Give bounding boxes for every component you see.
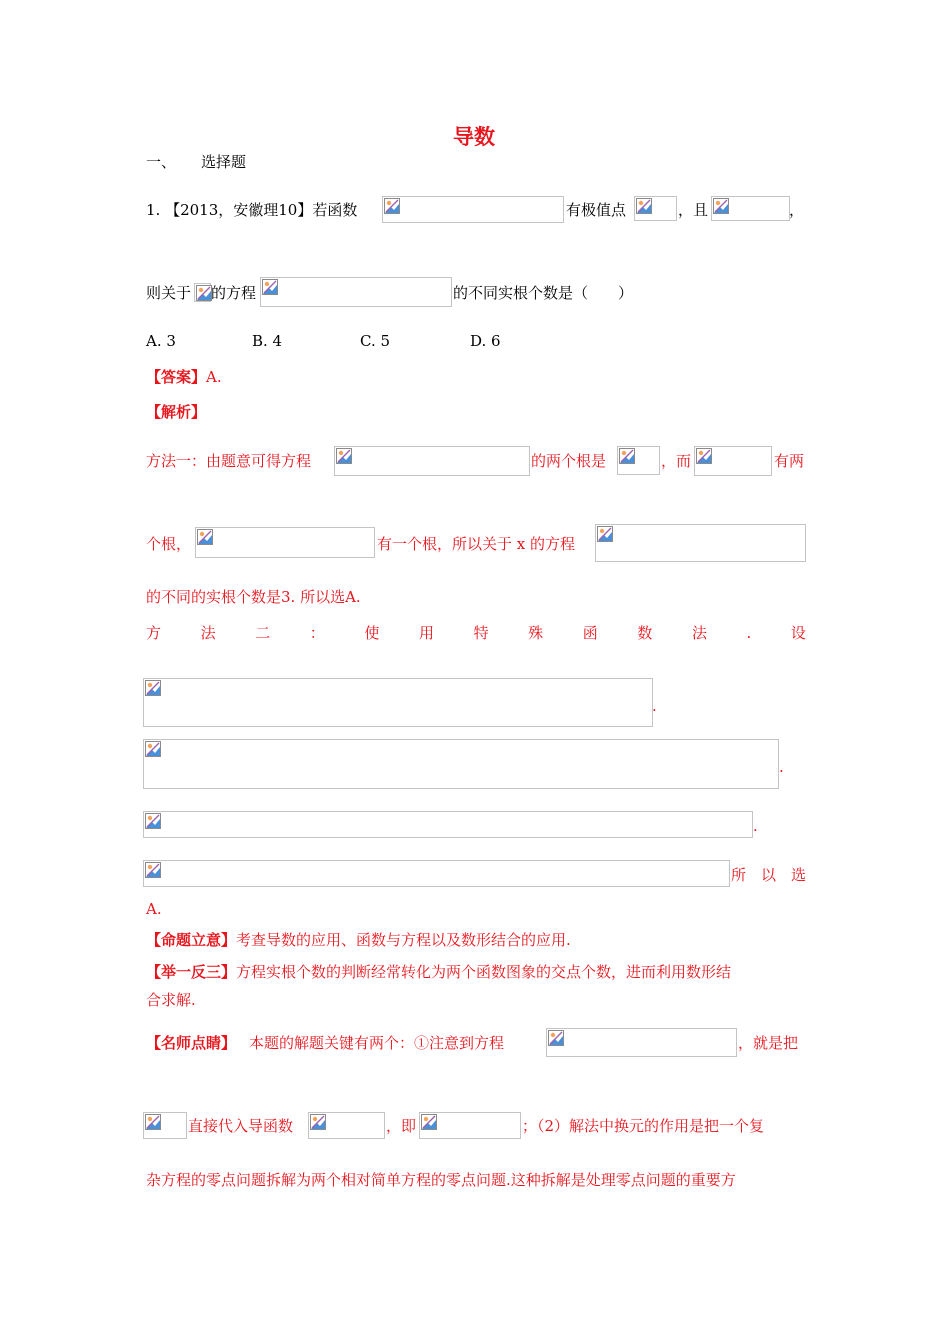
method-2-char: 以 bbox=[760, 866, 776, 884]
broken-image-icon bbox=[145, 680, 161, 696]
broken-image-icon bbox=[197, 529, 213, 545]
question-text: 的方程 bbox=[211, 284, 257, 302]
formula-image bbox=[617, 446, 660, 475]
option-c: C. 5 bbox=[360, 332, 391, 350]
question-text: ，且 bbox=[678, 201, 709, 219]
mingti-tag: 【命题立意】 bbox=[146, 931, 237, 949]
broken-image-icon bbox=[713, 198, 729, 214]
method-2-char: 殊 bbox=[528, 624, 544, 642]
broken-image-icon bbox=[636, 198, 652, 214]
broken-image-icon bbox=[619, 448, 635, 464]
formula-image bbox=[308, 1112, 385, 1139]
option-a: A. 3 bbox=[146, 332, 176, 350]
page-title: 导数 bbox=[453, 125, 495, 149]
sentence-period: . bbox=[753, 817, 758, 835]
method-2-char: 法 bbox=[691, 624, 707, 642]
question-1-prefix: 1. 【2013，安徽理10】若函数 bbox=[146, 201, 358, 219]
broken-image-icon bbox=[336, 448, 352, 464]
method-1-text: ，而 bbox=[661, 452, 692, 470]
formula-image bbox=[143, 1112, 187, 1139]
mingshi-tag: 【名师点睛】 bbox=[146, 1034, 237, 1052]
broken-image-icon bbox=[145, 813, 161, 829]
formula-image bbox=[194, 283, 211, 302]
question-text: 的不同实根个数是（ ） bbox=[453, 284, 634, 302]
mingti-text: 考查导数的应用、函数与方程以及数形结合的应用. bbox=[236, 931, 571, 949]
method-2-char: ： bbox=[309, 624, 325, 642]
method-2-char: 使 bbox=[364, 624, 380, 642]
method-1-text: 有一个根，所以关于 x 的方程 bbox=[377, 535, 575, 553]
section-number: 一、 bbox=[146, 153, 177, 171]
method-2-char: 选 bbox=[790, 866, 806, 884]
method-2-char: 方 bbox=[146, 624, 162, 642]
formula-image bbox=[711, 196, 790, 221]
formula-image bbox=[143, 860, 730, 887]
formula-image bbox=[143, 739, 779, 789]
broken-image-icon bbox=[145, 862, 161, 878]
formula-image bbox=[334, 446, 530, 476]
method-2-char: 所 bbox=[731, 866, 747, 884]
formula-image bbox=[634, 196, 677, 221]
question-text: ， bbox=[789, 201, 805, 219]
broken-image-icon bbox=[145, 1114, 161, 1130]
broken-image-icon bbox=[145, 741, 161, 757]
method-2-char: . bbox=[746, 624, 752, 642]
formula-image bbox=[546, 1028, 737, 1057]
method-2-conclusion bbox=[731, 865, 806, 885]
formula-image bbox=[195, 527, 375, 558]
answer-value: A. bbox=[206, 368, 222, 386]
option-b: B. 4 bbox=[252, 332, 283, 350]
mingshi-text: 直接代入导函数 bbox=[188, 1117, 294, 1135]
formula-image bbox=[694, 446, 772, 476]
broken-image-icon bbox=[384, 198, 400, 214]
question-text: 有极值点 bbox=[566, 201, 627, 219]
formula-image bbox=[382, 196, 564, 223]
method-1-text: 方法一：由题意可得方程 bbox=[146, 452, 312, 470]
method-2-char: 函 bbox=[582, 624, 598, 642]
mingshi-text: 杂方程的零点问题拆解为两个相对简单方程的零点问题.这种拆解是处理零点问题的重要方 bbox=[146, 1171, 736, 1189]
method-2-char: 法 bbox=[200, 624, 216, 642]
method-2-char: 设 bbox=[790, 624, 806, 642]
method-2-answer: A. bbox=[146, 900, 162, 918]
broken-image-icon bbox=[696, 448, 712, 464]
sentence-period: . bbox=[652, 697, 657, 715]
sentence-period: . bbox=[779, 758, 784, 776]
method-2-char: 特 bbox=[473, 624, 489, 642]
broken-image-icon bbox=[597, 526, 613, 542]
method-2-char: 数 bbox=[637, 624, 653, 642]
juyi-tag: 【举一反三】 bbox=[146, 963, 237, 981]
broken-image-icon bbox=[548, 1030, 564, 1046]
mingshi-text: 本题的解题关键有两个：①注意到方程 bbox=[249, 1034, 505, 1052]
formula-image bbox=[260, 277, 452, 307]
mingshi-text: ，就是把 bbox=[738, 1034, 799, 1052]
method-1-text: 的两个根是 bbox=[531, 452, 607, 470]
formula-image bbox=[143, 678, 653, 727]
mingshi-text: ；（2）解法中换元的作用是把一个复 bbox=[522, 1117, 765, 1135]
option-d: D. 6 bbox=[470, 332, 501, 350]
broken-image-icon bbox=[196, 285, 212, 301]
mingti-paragraph bbox=[146, 930, 571, 950]
broken-image-icon bbox=[310, 1114, 326, 1130]
method-2-intro bbox=[146, 623, 806, 643]
juyi-text: 方程实根个数的判断经常转化为两个函数图象的交点个数，进而利用数形结 bbox=[236, 963, 732, 981]
juyi-text: 合求解. bbox=[146, 991, 196, 1009]
broken-image-icon bbox=[262, 279, 278, 295]
method-1-text: 的不同的实根个数是3. 所以选A. bbox=[146, 588, 361, 606]
method-2-char: 用 bbox=[418, 624, 434, 642]
method-2-char: 二 bbox=[255, 624, 271, 642]
section-title: 选择题 bbox=[201, 153, 247, 171]
question-text: 则关于 bbox=[146, 284, 192, 302]
broken-image-icon bbox=[421, 1114, 437, 1130]
method-1-text: 个根， bbox=[146, 535, 192, 553]
formula-image bbox=[419, 1112, 521, 1139]
analysis-tag: 【解析】 bbox=[146, 403, 207, 421]
method-1-text: 有两 bbox=[774, 452, 805, 470]
formula-image bbox=[143, 811, 753, 838]
formula-image bbox=[595, 524, 806, 562]
juyi-paragraph bbox=[146, 962, 731, 982]
mingshi-text: ，即 bbox=[386, 1117, 417, 1135]
answer-line bbox=[146, 367, 222, 387]
answer-tag: 【答案】 bbox=[146, 368, 207, 386]
